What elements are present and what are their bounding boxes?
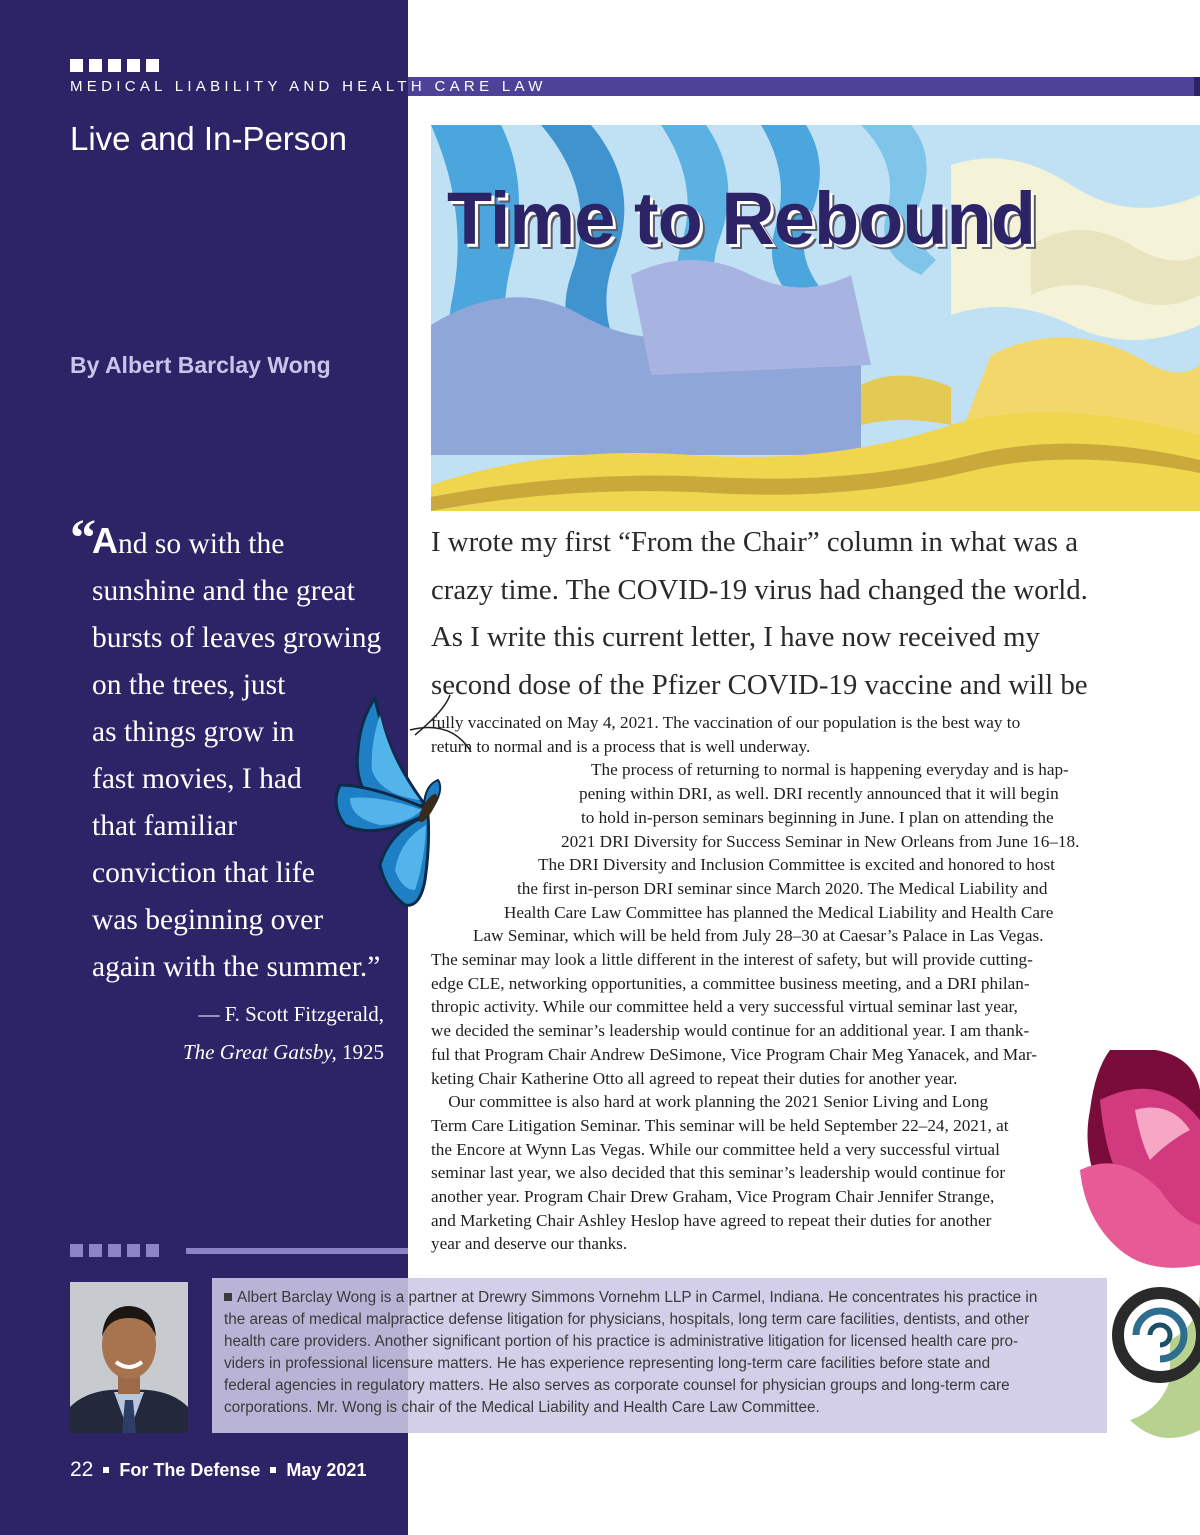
quote-attribution: [100, 995, 384, 1071]
body-line: to hold in-person seminars beginning in June. I plan on attending the: [581, 807, 1054, 827]
bio-line: federal agencies in regulatory matters. He also serves as corporate counsel for physician groups and long-term care: [224, 1377, 1010, 1394]
kicker: Live and In-Person: [70, 120, 348, 157]
body-line: 2021 DRI Diversity for Success Seminar in New Orleans from June 16–18.: [561, 831, 1080, 851]
pull-quote-initial: A: [92, 520, 118, 561]
body-line: thropic activity. While our committee held a very successful virtual seminar last year,: [431, 997, 1018, 1017]
lead-line: I wrote my first “From the Chair” column in what was a: [431, 526, 1078, 558]
bio-line: corporations. Mr. Wong is chair of the Medical Liability and Health Care Law Committee.: [224, 1399, 820, 1416]
page-footer: [70, 1458, 366, 1482]
byline: By Albert Barclay Wong: [70, 352, 331, 378]
pull-quote-line: that familiar: [92, 810, 237, 842]
body-line: Law Seminar, which will be held from July 28–30 at Caesar’s Palace in Las Vegas.: [473, 926, 1044, 946]
pull-quote-line: bursts of leaves growing: [92, 622, 382, 654]
body-line: Our committee is also hard at work planning the 2021 Senior Living and Long: [431, 1092, 989, 1112]
bullet-icon: [224, 1293, 232, 1301]
body-line: return to normal and is a process that is well underway.: [431, 736, 811, 756]
section-squares-bottom: [70, 1244, 159, 1257]
pull-quote-line: was beginning over: [92, 904, 324, 936]
pull-quote-line: on the trees, just: [92, 669, 286, 701]
lead-line: crazy time. The COVID-19 virus had changed the world.: [431, 573, 1088, 606]
attribution-work: The Great Gatsby,: [182, 1040, 337, 1064]
author-bio: [224, 1287, 1084, 1419]
pull-quote-line: fast movies, I had: [92, 763, 302, 795]
article-body: [431, 711, 1131, 1256]
pull-quote-line: conviction that life: [92, 857, 315, 889]
lead-line: second dose of the Pfizer COVID-19 vaccine and will be: [431, 668, 1088, 701]
author-photo: [70, 1282, 188, 1433]
pull-quote-line: nd so with the: [118, 528, 285, 560]
body-line: year and deserve our thanks.: [431, 1234, 628, 1254]
body-line: keting Chair Katherine Otto all agreed to repeat their duties for another year.: [431, 1068, 958, 1088]
issue-date: May 2021: [286, 1460, 367, 1480]
bio-line: health care providers. Another significant portion of his practice is administrative litigation for licensed health care pro-: [224, 1333, 1019, 1350]
page-number: 22: [70, 1458, 94, 1481]
attribution-year: 1925: [336, 1040, 384, 1064]
article-title: Time to Rebound: [447, 177, 1035, 260]
body-line: and Marketing Chair Ashley Heslop have agreed to repeat their duties for another: [431, 1210, 992, 1230]
footer-separator: [103, 1467, 109, 1473]
pull-quote-line: as things grow in: [92, 716, 295, 748]
footer-separator: [270, 1467, 276, 1473]
publication-name: For The Defense: [119, 1460, 261, 1480]
body-line: Health Care Law Committee has planned the Medical Liability and Health Care: [504, 902, 1054, 922]
body-line: the first in-person DRI seminar since March 2020. The Medical Liability and: [517, 878, 1048, 898]
pull-quote-line: again with the summer.”: [92, 951, 381, 983]
body-line: ful that Program Chair Andrew DeSimone, Vice Program Chair Meg Yanacek, and Mar-: [431, 1044, 1037, 1064]
body-line: The seminar may look a little different in the interest of safety, but will provide cutting-: [431, 950, 1033, 970]
body-line: The process of returning to normal is happening everyday and is hap-: [591, 760, 1069, 780]
lead-line: As I write this current letter, I have now received my: [431, 621, 1040, 653]
body-line: edge CLE, networking opportunities, a committee business meeting, and a DRI philan-: [431, 973, 1030, 993]
bio-line: the areas of medical malpractice defense litigation for physicians, hospitals, long term care facilities, dentists, and other: [224, 1311, 1030, 1328]
body-line: The DRI Diversity and Inclusion Committee is excited and honored to host: [538, 855, 1055, 875]
quote-mark: “: [70, 510, 96, 567]
butterfly-illustration: [330, 690, 480, 920]
body-line: Term Care Litigation Seminar. This seminar will be held September 22–24, 2021, at: [431, 1115, 1009, 1135]
body-line: pening within DRI, as well. DRI recently announced that it will begin: [579, 784, 1059, 804]
body-line: we decided the seminar’s leadership would continue for an additional year. I am thank-: [431, 1021, 1030, 1041]
bottom-rule: [186, 1248, 408, 1254]
attribution-author: — F. Scott Fitzgerald,: [198, 1002, 384, 1026]
body-line: fully vaccinated on May 4, 2021. The vaccination of our population is the best way to: [431, 713, 1021, 732]
body-line: seminar last year, we also decided that this seminar’s leadership would continue for: [431, 1163, 1006, 1183]
bio-line: viders in professional licensure matters. He has experience representing long-term care facilities before state and: [224, 1355, 991, 1372]
section-label: MEDICAL LIABILITY AND HEALTH CARE LAW: [70, 78, 547, 95]
bio-line: Albert Barclay Wong is a partner at Drewry Simmons Vornehm LLP in Carmel, Indiana. He concentrates his practice in: [224, 1287, 1084, 1309]
body-line: another year. Program Chair Drew Graham, Vice Program Chair Jennifer Strange,: [431, 1187, 995, 1207]
body-line: the Encore at Wynn Las Vegas. While our committee held a very successful virtual: [431, 1139, 1000, 1159]
lead-paragraph: [431, 519, 1131, 709]
pull-quote-line: sunshine and the great: [92, 575, 355, 607]
section-squares-top: [70, 59, 159, 72]
